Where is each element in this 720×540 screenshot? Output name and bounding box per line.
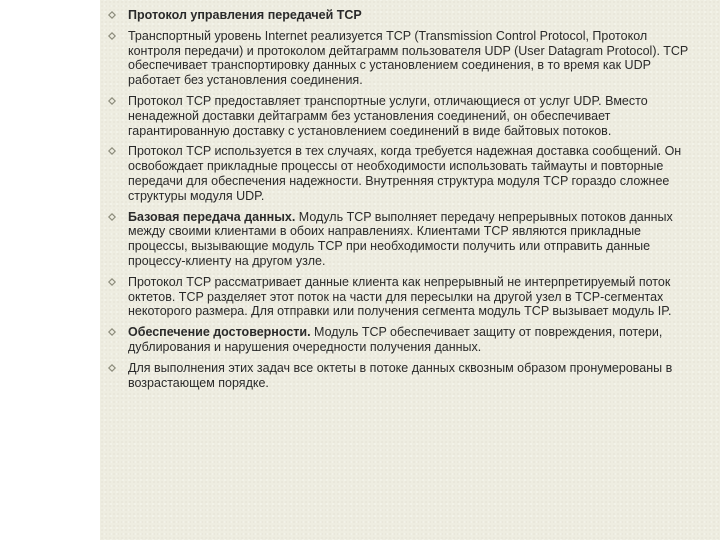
- bullet-text: Для выполнения этих задач все октеты в потоке данных сквозным образом пронумерованы в возрастающем порядке.: [128, 360, 673, 390]
- bullet-lead: Протокол управления передачей TCP: [128, 8, 362, 22]
- diamond-bullet-icon: [108, 32, 116, 40]
- bullet-lead: Базовая передача данных.: [128, 209, 296, 224]
- diamond-bullet-icon: [108, 147, 116, 155]
- bullet-text: Протокол TCP рассматривает данные клиента как непрерывный не интерпретируемый поток октетов. TCP разделяет этот поток на части для пересылки на другой узел в TCP-сегментах некоторого размера. Для отправки или получения сегмента модуль TCP вызывает модуль IP.: [128, 274, 672, 319]
- diamond-bullet-icon: [108, 97, 116, 105]
- bullet-item: [108, 275, 698, 319]
- diamond-bullet-icon: [108, 278, 116, 286]
- bullet-lead: Обеспечение достоверности.: [128, 325, 311, 340]
- bullet-text: Протокол TCP используется в тех случаях, когда требуется надежная доставка сообщений. Он освобождает прикладные процессы от необходимости использовать таймауты и повторные передачи для обеспечения надежности. Внутренняя структура модуля TCP гораздо сложнее структуры модуля UDP.: [128, 144, 682, 203]
- bullet-item: [108, 144, 698, 203]
- bullet-item: [108, 8, 698, 23]
- bullet-item: [108, 29, 698, 88]
- bullet-text: Транспортный уровень Internet реализуется TCP (Transmission Control Protocol, Протокол контроля передачи) и протоколом дейтаграмм пользователя UDP (User Datagram Protocol). TCP обеспечивает транспортировку данных с установлением соединения, в то время как UDP работает без установления соединения.: [128, 28, 688, 88]
- diamond-bullet-icon: [108, 328, 116, 336]
- bullet-item: [108, 325, 698, 355]
- bullet-item: [108, 210, 698, 269]
- bullet-list: [108, 8, 698, 396]
- bullet-text: Модуль TCP обеспечивает защиту от повреждения, потери, дублирования и нарушения очередности получения данных.: [128, 325, 663, 354]
- diamond-bullet-icon: [108, 11, 116, 19]
- bullet-item: [108, 94, 698, 138]
- diamond-bullet-icon: [108, 213, 116, 221]
- bullet-text: Модуль TCP выполняет передачу непрерывных потоков данных между своими клиентами в обоих направлениях. Клиентами TCP являются прикладные процессы, вызывающие модуль TCP при необходимости получить или отправить данные процессу-клиенту на другом узле.: [128, 209, 673, 268]
- bullet-item: [108, 361, 698, 391]
- bullet-text: Протокол TCP предоставляет транспортные услуги, отличающиеся от услуг UDP. Вместо ненадежной доставки дейтаграмм без установления соединений, он обеспечивает гарантированную доставку с установлением соединений в виде байтовых потоков.: [128, 93, 648, 138]
- diamond-bullet-icon: [108, 364, 116, 372]
